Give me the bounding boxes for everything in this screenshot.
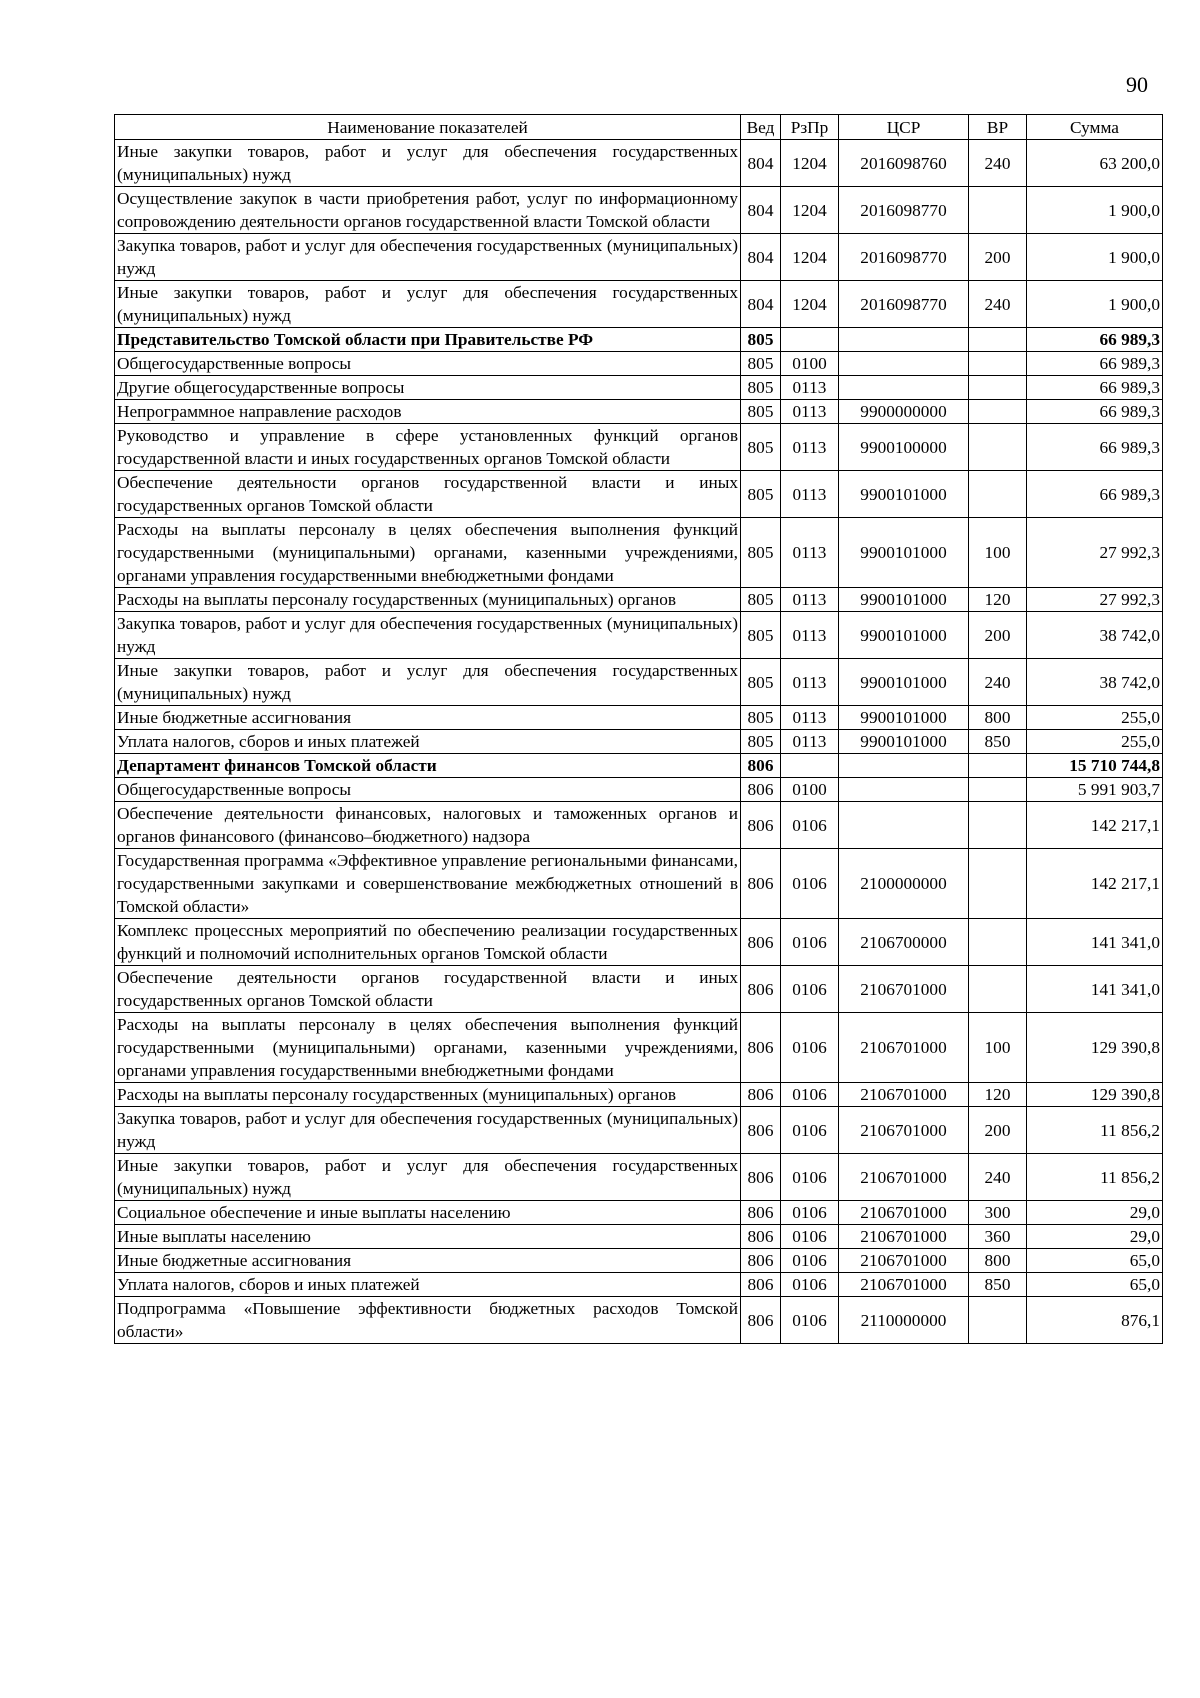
row-name-cell: Представительство Томской области при Правительстве РФ (115, 328, 741, 352)
row-sum-cell: 66 989,3 (1027, 328, 1163, 352)
row-rzpr-cell: 0106 (781, 966, 839, 1013)
row-csr-cell (839, 376, 969, 400)
row-vr-cell: 800 (969, 706, 1027, 730)
row-vr-cell: 200 (969, 612, 1027, 659)
row-vr-cell (969, 754, 1027, 778)
table-row (115, 1225, 1163, 1249)
row-vr-cell: 120 (969, 1083, 1027, 1107)
table-row (115, 234, 1163, 281)
table-row (115, 588, 1163, 612)
row-ved-cell: 804 (741, 234, 781, 281)
row-rzpr-cell: 1204 (781, 234, 839, 281)
header-ved: Вед (741, 115, 781, 140)
table-row (115, 612, 1163, 659)
row-csr-cell: 9900101000 (839, 471, 969, 518)
row-csr-cell: 2016098760 (839, 140, 969, 187)
row-sum-cell: 66 989,3 (1027, 424, 1163, 471)
row-csr-cell: 2100000000 (839, 849, 969, 919)
row-vr-cell: 240 (969, 659, 1027, 706)
row-name-cell: Иные закупки товаров, работ и услуг для обеспечения государственных (муниципальных) нужд (115, 281, 741, 328)
row-sum-cell: 65,0 (1027, 1249, 1163, 1273)
row-ved-cell: 805 (741, 471, 781, 518)
row-ved-cell: 805 (741, 612, 781, 659)
row-sum-cell: 66 989,3 (1027, 400, 1163, 424)
row-csr-cell: 2016098770 (839, 187, 969, 234)
row-rzpr-cell: 0106 (781, 802, 839, 849)
row-csr-cell: 9900101000 (839, 706, 969, 730)
row-name-cell: Департамент финансов Томской области (115, 754, 741, 778)
row-name-cell: Уплата налогов, сборов и иных платежей (115, 1273, 741, 1297)
row-csr-cell (839, 328, 969, 352)
row-vr-cell (969, 966, 1027, 1013)
row-rzpr-cell: 0106 (781, 1249, 839, 1273)
row-ved-cell: 806 (741, 1107, 781, 1154)
row-name-cell: Подпрограмма «Повышение эффективности бюджетных расходов Томской области» (115, 1297, 741, 1344)
header-rzpr: РзПр (781, 115, 839, 140)
row-rzpr-cell: 0100 (781, 352, 839, 376)
row-sum-cell: 1 900,0 (1027, 234, 1163, 281)
row-rzpr-cell: 0113 (781, 588, 839, 612)
row-sum-cell: 66 989,3 (1027, 376, 1163, 400)
row-name-cell: Закупка товаров, работ и услуг для обеспечения государственных (муниципальных) нужд (115, 234, 741, 281)
row-rzpr-cell: 1204 (781, 187, 839, 234)
row-sum-cell: 66 989,3 (1027, 471, 1163, 518)
row-ved-cell: 806 (741, 1013, 781, 1083)
row-ved-cell: 806 (741, 919, 781, 966)
header-name: Наименование показателей (115, 115, 741, 140)
row-rzpr-cell: 0106 (781, 1154, 839, 1201)
table-row (115, 328, 1163, 352)
table-row (115, 281, 1163, 328)
row-rzpr-cell: 0106 (781, 1083, 839, 1107)
row-rzpr-cell: 0106 (781, 1107, 839, 1154)
row-csr-cell: 2106701000 (839, 1201, 969, 1225)
page-number: 90 (1126, 72, 1148, 97)
row-csr-cell: 9900101000 (839, 588, 969, 612)
row-csr-cell (839, 352, 969, 376)
row-rzpr-cell: 0113 (781, 424, 839, 471)
row-rzpr-cell (781, 328, 839, 352)
row-ved-cell: 805 (741, 424, 781, 471)
row-name-cell: Иные бюджетные ассигнования (115, 1249, 741, 1273)
table-row (115, 518, 1163, 588)
row-name-cell: Комплекс процессных мероприятий по обеспечению реализации государственных функций и полномочий исполнительных органов Томской области (115, 919, 741, 966)
row-sum-cell: 65,0 (1027, 1273, 1163, 1297)
row-rzpr-cell: 0113 (781, 706, 839, 730)
header-sum: Сумма (1027, 115, 1163, 140)
row-name-cell: Обеспечение деятельности органов государственной власти и иных государственных органов Томской области (115, 471, 741, 518)
row-sum-cell: 1 900,0 (1027, 281, 1163, 328)
row-ved-cell: 806 (741, 1154, 781, 1201)
row-csr-cell: 9900101000 (839, 612, 969, 659)
table-row (115, 754, 1163, 778)
table-row (115, 730, 1163, 754)
table-row (115, 424, 1163, 471)
header-vr: ВР (969, 115, 1027, 140)
row-csr-cell (839, 778, 969, 802)
row-name-cell: Закупка товаров, работ и услуг для обеспечения государственных (муниципальных) нужд (115, 1107, 741, 1154)
table-row (115, 1273, 1163, 1297)
row-name-cell: Иные закупки товаров, работ и услуг для обеспечения государственных (муниципальных) нужд (115, 140, 741, 187)
row-csr-cell: 2016098770 (839, 234, 969, 281)
row-sum-cell: 141 341,0 (1027, 966, 1163, 1013)
row-ved-cell: 806 (741, 1201, 781, 1225)
row-name-cell: Иные закупки товаров, работ и услуг для обеспечения государственных (муниципальных) нужд (115, 1154, 741, 1201)
table-row (115, 659, 1163, 706)
row-ved-cell: 805 (741, 706, 781, 730)
table-row (115, 706, 1163, 730)
row-name-cell: Обеспечение деятельности органов государственной власти и иных государственных органов Томской области (115, 966, 741, 1013)
row-vr-cell (969, 187, 1027, 234)
row-name-cell: Государственная программа «Эффективное управление региональными финансами, государственными закупками и совершенствование межбюджетных отношений в Томской области» (115, 849, 741, 919)
row-sum-cell: 27 992,3 (1027, 518, 1163, 588)
row-rzpr-cell: 0106 (781, 1201, 839, 1225)
row-vr-cell (969, 778, 1027, 802)
row-vr-cell (969, 376, 1027, 400)
table-row (115, 802, 1163, 849)
table-row (115, 400, 1163, 424)
row-ved-cell: 805 (741, 400, 781, 424)
row-name-cell: Общегосударственные вопросы (115, 778, 741, 802)
row-ved-cell: 806 (741, 754, 781, 778)
table-header-row (115, 115, 1163, 140)
row-sum-cell: 38 742,0 (1027, 659, 1163, 706)
row-sum-cell: 27 992,3 (1027, 588, 1163, 612)
row-name-cell: Иные бюджетные ассигнования (115, 706, 741, 730)
row-csr-cell: 2106701000 (839, 1249, 969, 1273)
row-rzpr-cell: 0113 (781, 730, 839, 754)
table-row (115, 1201, 1163, 1225)
row-vr-cell: 240 (969, 140, 1027, 187)
row-ved-cell: 805 (741, 352, 781, 376)
row-name-cell: Закупка товаров, работ и услуг для обеспечения государственных (муниципальных) нужд (115, 612, 741, 659)
row-name-cell: Расходы на выплаты персоналу в целях обеспечения выполнения функций государственными (муниципальными) органами, казенными учреждениями, органами управления государственными внебюджетными фондами (115, 518, 741, 588)
row-csr-cell: 2106701000 (839, 1013, 969, 1083)
row-csr-cell: 2106701000 (839, 1154, 969, 1201)
table-row (115, 1297, 1163, 1344)
row-vr-cell (969, 802, 1027, 849)
row-ved-cell: 805 (741, 518, 781, 588)
row-name-cell: Уплата налогов, сборов и иных платежей (115, 730, 741, 754)
row-vr-cell: 120 (969, 588, 1027, 612)
row-sum-cell: 129 390,8 (1027, 1013, 1163, 1083)
table-body (115, 140, 1163, 1344)
row-vr-cell (969, 849, 1027, 919)
row-ved-cell: 805 (741, 328, 781, 352)
table-row (115, 187, 1163, 234)
row-csr-cell: 9900101000 (839, 518, 969, 588)
row-name-cell: Непрограммное направление расходов (115, 400, 741, 424)
row-vr-cell: 200 (969, 1107, 1027, 1154)
row-vr-cell: 200 (969, 234, 1027, 281)
row-sum-cell: 5 991 903,7 (1027, 778, 1163, 802)
row-csr-cell: 2106701000 (839, 1273, 969, 1297)
table-row (115, 849, 1163, 919)
row-csr-cell: 9900101000 (839, 659, 969, 706)
table-row (115, 376, 1163, 400)
row-csr-cell (839, 802, 969, 849)
row-vr-cell: 800 (969, 1249, 1027, 1273)
row-sum-cell: 29,0 (1027, 1225, 1163, 1249)
row-ved-cell: 804 (741, 281, 781, 328)
row-vr-cell: 850 (969, 730, 1027, 754)
table-row (115, 471, 1163, 518)
row-name-cell: Иные закупки товаров, работ и услуг для обеспечения государственных (муниципальных) нужд (115, 659, 741, 706)
table-row (115, 966, 1163, 1013)
row-name-cell: Расходы на выплаты персоналу государственных (муниципальных) органов (115, 1083, 741, 1107)
row-csr-cell: 2106701000 (839, 1225, 969, 1249)
row-vr-cell: 100 (969, 518, 1027, 588)
table-row (115, 352, 1163, 376)
row-name-cell: Руководство и управление в сфере установленных функций органов государственной власти и иных государственных органов Томской области (115, 424, 741, 471)
budget-table (114, 114, 1163, 1344)
row-csr-cell: 2106701000 (839, 1083, 969, 1107)
row-sum-cell: 38 742,0 (1027, 612, 1163, 659)
row-sum-cell: 255,0 (1027, 730, 1163, 754)
row-rzpr-cell: 0113 (781, 376, 839, 400)
row-name-cell: Расходы на выплаты персоналу государственных (муниципальных) органов (115, 588, 741, 612)
row-csr-cell: 9900000000 (839, 400, 969, 424)
row-rzpr-cell: 1204 (781, 281, 839, 328)
row-csr-cell: 2106701000 (839, 966, 969, 1013)
row-csr-cell: 9900100000 (839, 424, 969, 471)
row-sum-cell: 129 390,8 (1027, 1083, 1163, 1107)
row-sum-cell: 11 856,2 (1027, 1154, 1163, 1201)
row-rzpr-cell: 0113 (781, 400, 839, 424)
row-name-cell: Обеспечение деятельности финансовых, налоговых и таможенных органов и органов финансового (финансово–бюджетного) надзора (115, 802, 741, 849)
row-ved-cell: 806 (741, 1249, 781, 1273)
row-vr-cell (969, 919, 1027, 966)
row-rzpr-cell: 0106 (781, 1013, 839, 1083)
table-row (115, 778, 1163, 802)
row-rzpr-cell: 0113 (781, 518, 839, 588)
table-row (115, 1107, 1163, 1154)
row-sum-cell: 66 989,3 (1027, 352, 1163, 376)
row-csr-cell: 2016098770 (839, 281, 969, 328)
table-row (115, 1154, 1163, 1201)
row-sum-cell: 255,0 (1027, 706, 1163, 730)
row-sum-cell: 11 856,2 (1027, 1107, 1163, 1154)
table-row (115, 1083, 1163, 1107)
table-row (115, 140, 1163, 187)
row-rzpr-cell: 0106 (781, 1225, 839, 1249)
row-vr-cell: 850 (969, 1273, 1027, 1297)
row-ved-cell: 805 (741, 659, 781, 706)
row-ved-cell: 805 (741, 588, 781, 612)
row-sum-cell: 1 900,0 (1027, 187, 1163, 234)
row-name-cell: Общегосударственные вопросы (115, 352, 741, 376)
row-name-cell: Социальное обеспечение и иные выплаты населению (115, 1201, 741, 1225)
row-rzpr-cell: 0106 (781, 1297, 839, 1344)
table-row (115, 1249, 1163, 1273)
row-ved-cell: 806 (741, 1225, 781, 1249)
row-name-cell: Расходы на выплаты персоналу в целях обеспечения выполнения функций государственными (муниципальными) органами, казенными учреждениями, органами управления государственными внебюджетными фондами (115, 1013, 741, 1083)
row-ved-cell: 806 (741, 1297, 781, 1344)
row-csr-cell: 2110000000 (839, 1297, 969, 1344)
row-vr-cell (969, 400, 1027, 424)
row-csr-cell: 2106700000 (839, 919, 969, 966)
row-ved-cell: 804 (741, 140, 781, 187)
row-rzpr-cell (781, 754, 839, 778)
row-ved-cell: 804 (741, 187, 781, 234)
row-sum-cell: 141 341,0 (1027, 919, 1163, 966)
row-sum-cell: 876,1 (1027, 1297, 1163, 1344)
row-rzpr-cell: 0113 (781, 471, 839, 518)
row-name-cell: Иные выплаты населению (115, 1225, 741, 1249)
table-row (115, 919, 1163, 966)
row-ved-cell: 806 (741, 802, 781, 849)
row-vr-cell (969, 352, 1027, 376)
row-ved-cell: 805 (741, 730, 781, 754)
row-rzpr-cell: 0113 (781, 612, 839, 659)
row-ved-cell: 806 (741, 849, 781, 919)
row-vr-cell: 300 (969, 1201, 1027, 1225)
row-vr-cell (969, 424, 1027, 471)
row-ved-cell: 806 (741, 778, 781, 802)
row-rzpr-cell: 1204 (781, 140, 839, 187)
row-ved-cell: 806 (741, 966, 781, 1013)
row-rzpr-cell: 0113 (781, 659, 839, 706)
row-vr-cell: 360 (969, 1225, 1027, 1249)
row-vr-cell: 240 (969, 281, 1027, 328)
row-rzpr-cell: 0100 (781, 778, 839, 802)
row-csr-cell (839, 754, 969, 778)
table-row (115, 1013, 1163, 1083)
row-sum-cell: 142 217,1 (1027, 802, 1163, 849)
row-vr-cell (969, 471, 1027, 518)
row-rzpr-cell: 0106 (781, 919, 839, 966)
row-sum-cell: 63 200,0 (1027, 140, 1163, 187)
row-rzpr-cell: 0106 (781, 849, 839, 919)
row-sum-cell: 142 217,1 (1027, 849, 1163, 919)
row-sum-cell: 15 710 744,8 (1027, 754, 1163, 778)
header-csr: ЦСР (839, 115, 969, 140)
row-vr-cell (969, 328, 1027, 352)
row-vr-cell: 240 (969, 1154, 1027, 1201)
row-ved-cell: 806 (741, 1273, 781, 1297)
row-sum-cell: 29,0 (1027, 1201, 1163, 1225)
row-ved-cell: 806 (741, 1083, 781, 1107)
row-rzpr-cell: 0106 (781, 1273, 839, 1297)
row-vr-cell: 100 (969, 1013, 1027, 1083)
row-ved-cell: 805 (741, 376, 781, 400)
row-csr-cell: 9900101000 (839, 730, 969, 754)
row-name-cell: Осуществление закупок в части приобретения работ, услуг по информационному сопровождению деятельности органов государственной власти Томской области (115, 187, 741, 234)
row-name-cell: Другие общегосударственные вопросы (115, 376, 741, 400)
row-vr-cell (969, 1297, 1027, 1344)
row-csr-cell: 2106701000 (839, 1107, 969, 1154)
